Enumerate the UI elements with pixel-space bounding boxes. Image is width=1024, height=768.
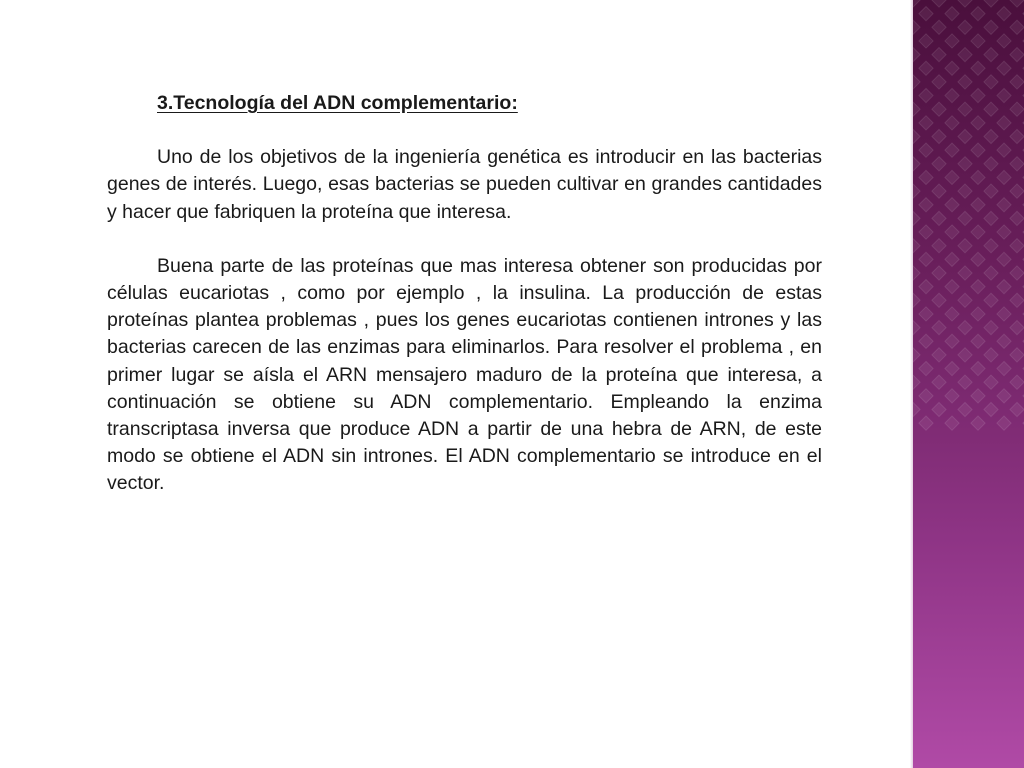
diamond-tile bbox=[971, 34, 985, 48]
diamond-tile bbox=[945, 88, 959, 102]
diamond-tile bbox=[1010, 102, 1024, 116]
diamond-tile bbox=[971, 170, 985, 184]
slide-heading: 3.Tecnología del ADN complementario: bbox=[157, 92, 518, 114]
diamond-tile bbox=[984, 0, 998, 7]
diamond-tile bbox=[932, 293, 946, 307]
diamond-tile bbox=[932, 239, 946, 253]
diamond-tile bbox=[932, 402, 946, 416]
diamond-tile bbox=[945, 361, 959, 375]
diamond-tile bbox=[997, 170, 1011, 184]
diamond-tile bbox=[997, 61, 1011, 75]
diamond-tile bbox=[984, 129, 998, 143]
diamond-tile bbox=[958, 348, 972, 362]
diamond-pattern bbox=[913, 0, 1024, 768]
diamond-tile bbox=[997, 34, 1011, 48]
diamond-tile bbox=[971, 198, 985, 212]
diamond-tile bbox=[919, 198, 933, 212]
diamond-tile bbox=[971, 88, 985, 102]
diamond-tile bbox=[932, 129, 946, 143]
diamond-tile bbox=[913, 0, 920, 7]
diamond-tile bbox=[997, 307, 1011, 321]
paragraph-2: Buena parte de las proteínas que mas interesa obtener son producidas por células eucariotas , como por ejemplo , la insulina. La producción de estas proteínas plantea problemas , pues los genes eucariotas contienen intrones y las bacterias carecen de las enzimas para eliminarlos. Para resolver el problema , en primer lugar se aísla el ARN mensajero maduro de la proteína que interesa, a continuación se obtiene su ADN complementario. Empleando la enzima transcriptasa inversa que produce ADN a partir de una hebra de ARN, de este modo se obtiene el ADN sin intrones. El ADN complementario se introduce en el vector. bbox=[107, 254, 822, 495]
diamond-tile bbox=[919, 252, 933, 266]
diamond-tile bbox=[919, 170, 933, 184]
diamond-tile bbox=[984, 320, 998, 334]
diamond-tile bbox=[945, 198, 959, 212]
slide-body bbox=[107, 90, 822, 525]
diamond-tile bbox=[919, 143, 933, 157]
diamond-tile bbox=[1010, 266, 1024, 280]
diamond-tile bbox=[958, 75, 972, 89]
diamond-tile bbox=[913, 75, 920, 89]
paragraph-1: Uno de los objetivos de la ingeniería genética es introducir en las bacterias genes de interés. Luego, esas bacterias se pueden cultivar en grandes cantidades y hacer que fabriquen la proteína que interesa. bbox=[107, 146, 822, 223]
diamond-tile bbox=[997, 88, 1011, 102]
diamond-tile bbox=[984, 75, 998, 89]
diamond-tile bbox=[913, 184, 920, 198]
diamond-tile bbox=[1010, 75, 1024, 89]
diamond-tile bbox=[984, 157, 998, 171]
diamond-tile bbox=[971, 334, 985, 348]
diamond-tile bbox=[984, 184, 998, 198]
diamond-tile bbox=[958, 47, 972, 61]
diamond-tile bbox=[958, 239, 972, 253]
diamond-tile bbox=[997, 198, 1011, 212]
diamond-tile bbox=[997, 280, 1011, 294]
diamond-tile bbox=[971, 116, 985, 130]
diamond-tile bbox=[913, 375, 920, 389]
diamond-tile bbox=[1010, 348, 1024, 362]
diamond-tile bbox=[958, 320, 972, 334]
diamond-tile bbox=[945, 307, 959, 321]
diamond-tile bbox=[945, 225, 959, 239]
diamond-tile bbox=[984, 293, 998, 307]
diamond-tile bbox=[919, 389, 933, 403]
diamond-tile bbox=[971, 252, 985, 266]
diamond-tile bbox=[945, 334, 959, 348]
diamond-tile bbox=[958, 129, 972, 143]
diamond-tile bbox=[958, 375, 972, 389]
diamond-tile bbox=[984, 266, 998, 280]
diamond-tile bbox=[1010, 20, 1024, 34]
diamond-tile bbox=[919, 225, 933, 239]
diamond-tile bbox=[919, 280, 933, 294]
diamond-tile bbox=[1010, 0, 1024, 7]
diamond-tile bbox=[971, 143, 985, 157]
diamond-tile bbox=[958, 20, 972, 34]
diamond-tile bbox=[913, 129, 920, 143]
diamond-tile bbox=[997, 116, 1011, 130]
diamond-tile bbox=[958, 157, 972, 171]
diamond-tile bbox=[1010, 375, 1024, 389]
diamond-tile bbox=[958, 266, 972, 280]
diamond-tile bbox=[1010, 293, 1024, 307]
diamond-tile bbox=[919, 88, 933, 102]
diamond-tile bbox=[997, 252, 1011, 266]
decorative-side-band bbox=[913, 0, 1024, 768]
diamond-tile bbox=[984, 211, 998, 225]
diamond-tile bbox=[932, 47, 946, 61]
diamond-tile bbox=[932, 20, 946, 34]
diamond-tile bbox=[945, 252, 959, 266]
diamond-tile bbox=[971, 61, 985, 75]
diamond-tile bbox=[958, 0, 972, 7]
diamond-tile bbox=[945, 143, 959, 157]
diamond-tile bbox=[913, 211, 920, 225]
diamond-tile bbox=[945, 389, 959, 403]
diamond-tile bbox=[984, 102, 998, 116]
diamond-tile bbox=[984, 239, 998, 253]
diamond-tile bbox=[958, 102, 972, 116]
diamond-tile bbox=[971, 389, 985, 403]
diamond-tile bbox=[932, 184, 946, 198]
diamond-tile bbox=[984, 47, 998, 61]
diamond-tile bbox=[1010, 157, 1024, 171]
diamond-tile bbox=[913, 20, 920, 34]
diamond-tile bbox=[932, 266, 946, 280]
diamond-tile bbox=[932, 348, 946, 362]
diamond-tile bbox=[945, 170, 959, 184]
diamond-tile bbox=[932, 157, 946, 171]
diamond-tile bbox=[913, 239, 920, 253]
diamond-tile bbox=[913, 102, 920, 116]
diamond-tile bbox=[932, 102, 946, 116]
diamond-tile bbox=[919, 307, 933, 321]
diamond-tile bbox=[1010, 47, 1024, 61]
diamond-tile bbox=[932, 211, 946, 225]
diamond-tile bbox=[997, 361, 1011, 375]
diamond-tile bbox=[919, 61, 933, 75]
diamond-tile bbox=[997, 7, 1011, 21]
diamond-tile bbox=[1010, 184, 1024, 198]
diamond-tile bbox=[945, 280, 959, 294]
diamond-tile bbox=[919, 116, 933, 130]
diamond-tile bbox=[997, 416, 1011, 430]
diamond-tile bbox=[971, 416, 985, 430]
diamond-tile bbox=[913, 320, 920, 334]
diamond-tile bbox=[913, 157, 920, 171]
diamond-tile bbox=[913, 293, 920, 307]
diamond-tile bbox=[971, 307, 985, 321]
diamond-tile bbox=[958, 184, 972, 198]
diamond-tile bbox=[997, 225, 1011, 239]
diamond-tile bbox=[997, 143, 1011, 157]
diamond-tile bbox=[919, 34, 933, 48]
diamond-tile bbox=[913, 266, 920, 280]
diamond-tile bbox=[958, 293, 972, 307]
diamond-tile bbox=[1010, 211, 1024, 225]
diamond-tile bbox=[1010, 320, 1024, 334]
diamond-tile bbox=[984, 20, 998, 34]
diamond-tile bbox=[945, 34, 959, 48]
diamond-tile bbox=[932, 75, 946, 89]
diamond-tile bbox=[997, 334, 1011, 348]
diamond-tile bbox=[1010, 402, 1024, 416]
diamond-tile bbox=[913, 402, 920, 416]
diamond-tile bbox=[1010, 239, 1024, 253]
diamond-tile bbox=[945, 7, 959, 21]
diamond-tile bbox=[1010, 129, 1024, 143]
diamond-tile bbox=[945, 61, 959, 75]
diamond-tile bbox=[945, 116, 959, 130]
diamond-tile bbox=[945, 416, 959, 430]
diamond-tile bbox=[913, 47, 920, 61]
diamond-tile bbox=[971, 361, 985, 375]
diamond-tile bbox=[971, 280, 985, 294]
diamond-tile bbox=[919, 361, 933, 375]
diamond-tile bbox=[984, 402, 998, 416]
diamond-tile bbox=[913, 348, 920, 362]
diamond-tile bbox=[932, 0, 946, 7]
diamond-tile bbox=[919, 334, 933, 348]
diamond-tile bbox=[984, 375, 998, 389]
diamond-tile bbox=[971, 225, 985, 239]
diamond-tile bbox=[984, 348, 998, 362]
diamond-tile bbox=[958, 211, 972, 225]
diamond-tile bbox=[919, 7, 933, 21]
diamond-tile bbox=[958, 402, 972, 416]
diamond-tile bbox=[919, 416, 933, 430]
diamond-tile bbox=[932, 375, 946, 389]
diamond-tile bbox=[932, 320, 946, 334]
diamond-tile bbox=[997, 389, 1011, 403]
diamond-tile bbox=[971, 7, 985, 21]
